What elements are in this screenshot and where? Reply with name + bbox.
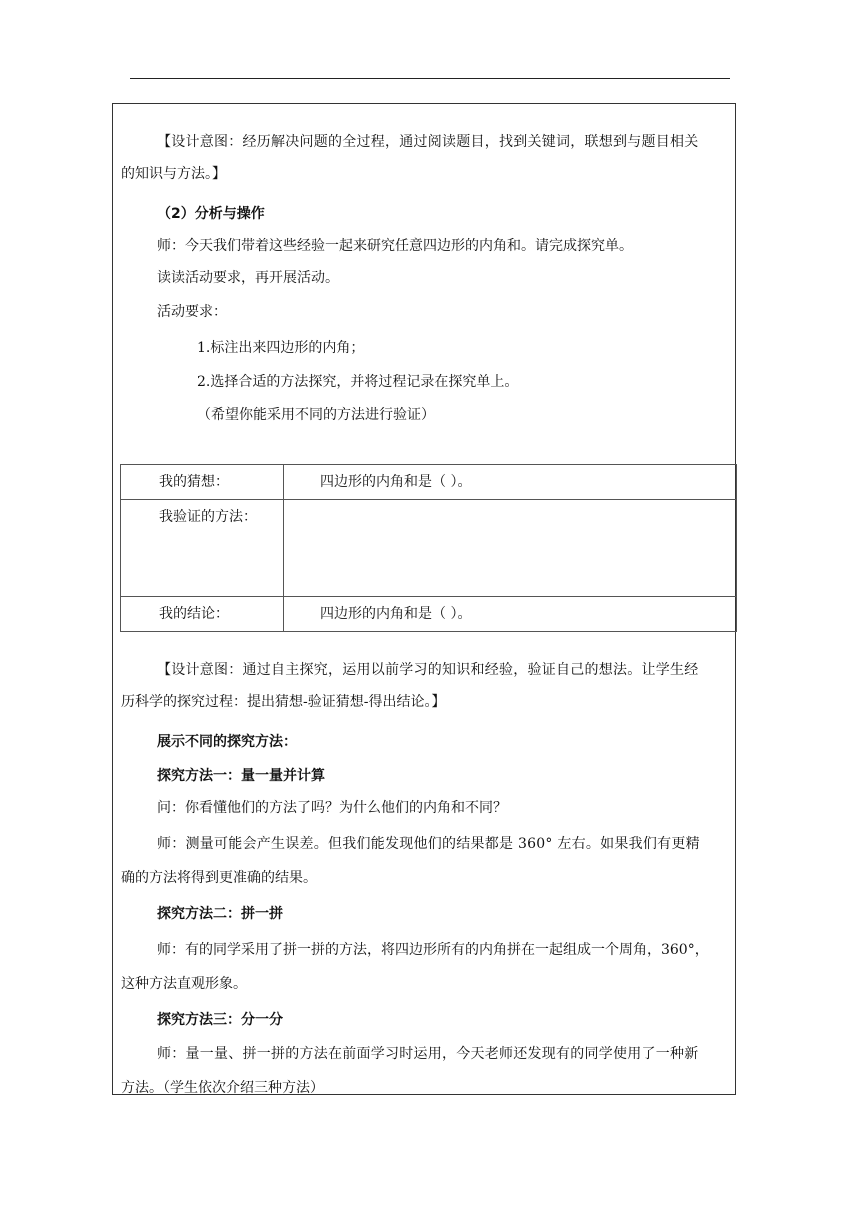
method-1-question: 问：你看懂他们的方法了吗？为什么他们的内角和不同？ <box>157 800 507 816</box>
method-1-text-line1: 师：测量可能会产生误差。但我们能发现他们的结果都是 360° 左右。如果我们有更精 <box>157 836 700 852</box>
lesson-frame <box>112 103 736 1095</box>
design-intent-1-line1: 【设计意图：经历解决问题的全过程，通过阅读题目，找到关键词，联想到与题目相关 <box>157 134 699 150</box>
method-3-title: 探究方法三：分一分 <box>157 1012 283 1028</box>
header-rule <box>130 78 730 79</box>
method-value <box>284 500 737 597</box>
requirement-1: 1.标注出来四边形的内角； <box>197 340 365 356</box>
guess-value: 四边形的内角和是（ ）。 <box>284 465 737 500</box>
conclusion-label: 我的结论： <box>121 597 284 632</box>
guess-label: 我的猜想： <box>121 465 284 500</box>
analysis-heading: （2）分析与操作 <box>157 206 265 222</box>
requirement-3: （希望你能采用不同的方法进行验证） <box>197 407 435 423</box>
method-2-title: 探究方法二：拼一拼 <box>157 906 283 922</box>
conclusion-value: 四边形的内角和是（ ）。 <box>284 597 737 632</box>
method-1-text-line2: 确的方法将得到更准确的结果。 <box>121 870 317 886</box>
design-intent-2-line2: 历科学的探究过程：提出猜想-验证猜想-得出结论。】 <box>121 694 446 710</box>
design-intent-1-line2: 的知识与方法。】 <box>121 166 226 182</box>
method-3-text-line2: 方法。（学生依次介绍三种方法） <box>121 1080 324 1096</box>
method-label: 我验证的方法： <box>121 500 284 597</box>
method-2-text-line1: 师：有的同学采用了拼一拼的方法，将四边形所有的内角拼在一起组成一个周角，360°， <box>157 942 709 958</box>
method-2-text-line2: 这种方法直观形象。 <box>121 976 247 992</box>
table-row <box>121 500 737 597</box>
requirement-2: 2.选择合适的方法探究，并将过程记录在探究单上。 <box>197 374 519 390</box>
analysis-p3: 活动要求： <box>157 304 227 320</box>
table-row <box>121 597 737 632</box>
method-1-title: 探究方法一：量一量并计算 <box>157 768 325 784</box>
methods-heading: 展示不同的探究方法： <box>157 734 297 750</box>
probe-sheet-table <box>120 464 737 632</box>
analysis-p1: 师：今天我们带着这些经验一起来研究任意四边形的内角和。请完成探究单。 <box>157 238 633 254</box>
table-row <box>121 465 737 500</box>
design-intent-2-line1: 【设计意图：通过自主探究，运用以前学习的知识和经验，验证自己的想法。让学生经 <box>157 662 699 678</box>
analysis-p2: 读读活动要求，再开展活动。 <box>157 270 339 286</box>
method-3-text-line1: 师：量一量、拼一拼的方法在前面学习时运用，今天老师还发现有的同学使用了一种新 <box>157 1046 699 1062</box>
